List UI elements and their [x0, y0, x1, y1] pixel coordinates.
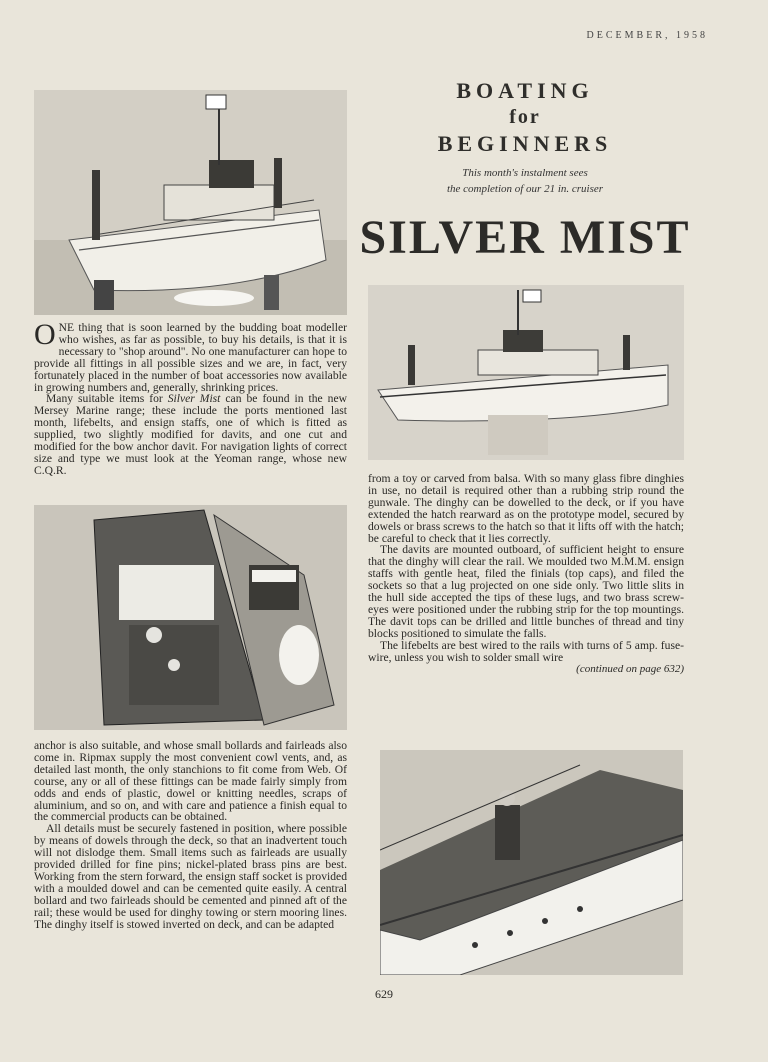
paragraph: All details must be securely fastened in position, where possible by means of dowels through the deck, so that an inadvertent touch will not dislodge them. Small items such as fairleads are usually provided drilled for fine pins; nickel-plated brass pins are best. Working from the stern forward, the ensign staff socket is provided with a moulded dowel and can be cemented quite easily. A central bollard and two fairleads should be cemented and pinned aft of the rail; these would be used for dinghy towing or stern mooring lines. The dinghy itself is stowed inverted on deck, and can be adapted	[34, 822, 347, 931]
photo-cruiser-side	[34, 90, 347, 315]
paragraph: The davits are mounted outboard, of sufficient height to ensure that the dinghy will clear the rail. We moulded two M.M.M. ensign staffs with gentle heat, filed the finials (top caps), and filed the sockets so that a lug projected on one side only. Two little slits in the hull side accepted the tips of these lugs, and two brass screw-eyes were positioned under the rubbing strip for the top mountings. The davit tops can be drilled and little bunches of thread and tiny blocks positioned to simulate the falls.	[368, 543, 684, 640]
headline-line-1: BOATING	[456, 78, 594, 103]
drop-cap: O	[34, 318, 56, 351]
paragraph: anchor is also suitable, and whose small bollards and fairleads also come in. Ripmax supply the most convenient cowl vents, and, as detailed last month, the only stanchions to fit come from Web. Of course, any or all of these fittings can be made fairly simply from odds and ends of plastic, dowel or knitting needles, scraps of aluminium, and so on, and with care and patience a finish equal to the commercial products can be obtained.	[34, 739, 347, 824]
headline-line-2: for	[509, 106, 541, 128]
paragraph: from a toy or carved from balsa. With so many glass fibre dinghies in use, no detail is required other than a rubbing strip round the gunwale. The dinghy can be dowelled to the deck, or if you have extended the hatch rearward as on the prototype model, secured by dowels or brass screws to the hatch so that it lifts off with the hatch; be careful to check that it lies correctly.	[368, 472, 684, 545]
paragraph: NE thing that is soon learned by the budding boat modeller who wishes, as far as possible, to buy his details, is that it is necessary to "shop around". No one manufacturer can hope to provide all fittings in all possible sizes and we are, in fact, very fortunately placed in the number of boat accessories now available in growing numbers and, generally, shrinking prices.	[34, 321, 347, 394]
right-column-text	[368, 473, 684, 675]
headline-line-3: BEGINNERS	[437, 131, 613, 156]
page-number: 629	[375, 987, 393, 1001]
article-title: SILVER MIST	[359, 211, 691, 264]
photo-deck-overhead	[34, 505, 347, 730]
photo-bow-deck	[380, 750, 683, 975]
issue-date: DECEMBER, 1958	[586, 30, 708, 41]
boat-name: Silver Mist	[167, 392, 221, 406]
paragraph: The lifebelts are best wired to the rails with turns of 5 amp. fuse-wire, unless you wish to solder small wire	[368, 638, 684, 664]
continued-note: (continued on page 632)	[576, 662, 684, 675]
strap-line-2: the completion of our 21 in. cruiser	[446, 183, 604, 195]
left-column-bottom-text	[34, 740, 347, 931]
strap-line-1: This month's instalment sees	[462, 167, 588, 179]
photo-cruiser-profile	[368, 285, 684, 460]
left-column-top-text: ONE thing that is soon learned by the budding boat modeller who wishes, as far as possible, to buy his details, is that it is necessary to "shop around". No one manufacturer can hope to provide all fittings in all possible sizes and we are, in fact, very fortunately placed in the number of boat accessories now available in growing numbers and, generally, shrinking prices. Many suitable items for Silver Mist can be found in the new Mersey Marine range; these include the ports mentioned last month, lifebelts, and ensign staffs, one of which is fitted as supplied, two slightly modified for davits, and one cut and modified for the bow anchor davit. For navigation lights of correct size and type we must look at the Yeoman range, whose new C.Q.R.	[34, 318, 347, 477]
